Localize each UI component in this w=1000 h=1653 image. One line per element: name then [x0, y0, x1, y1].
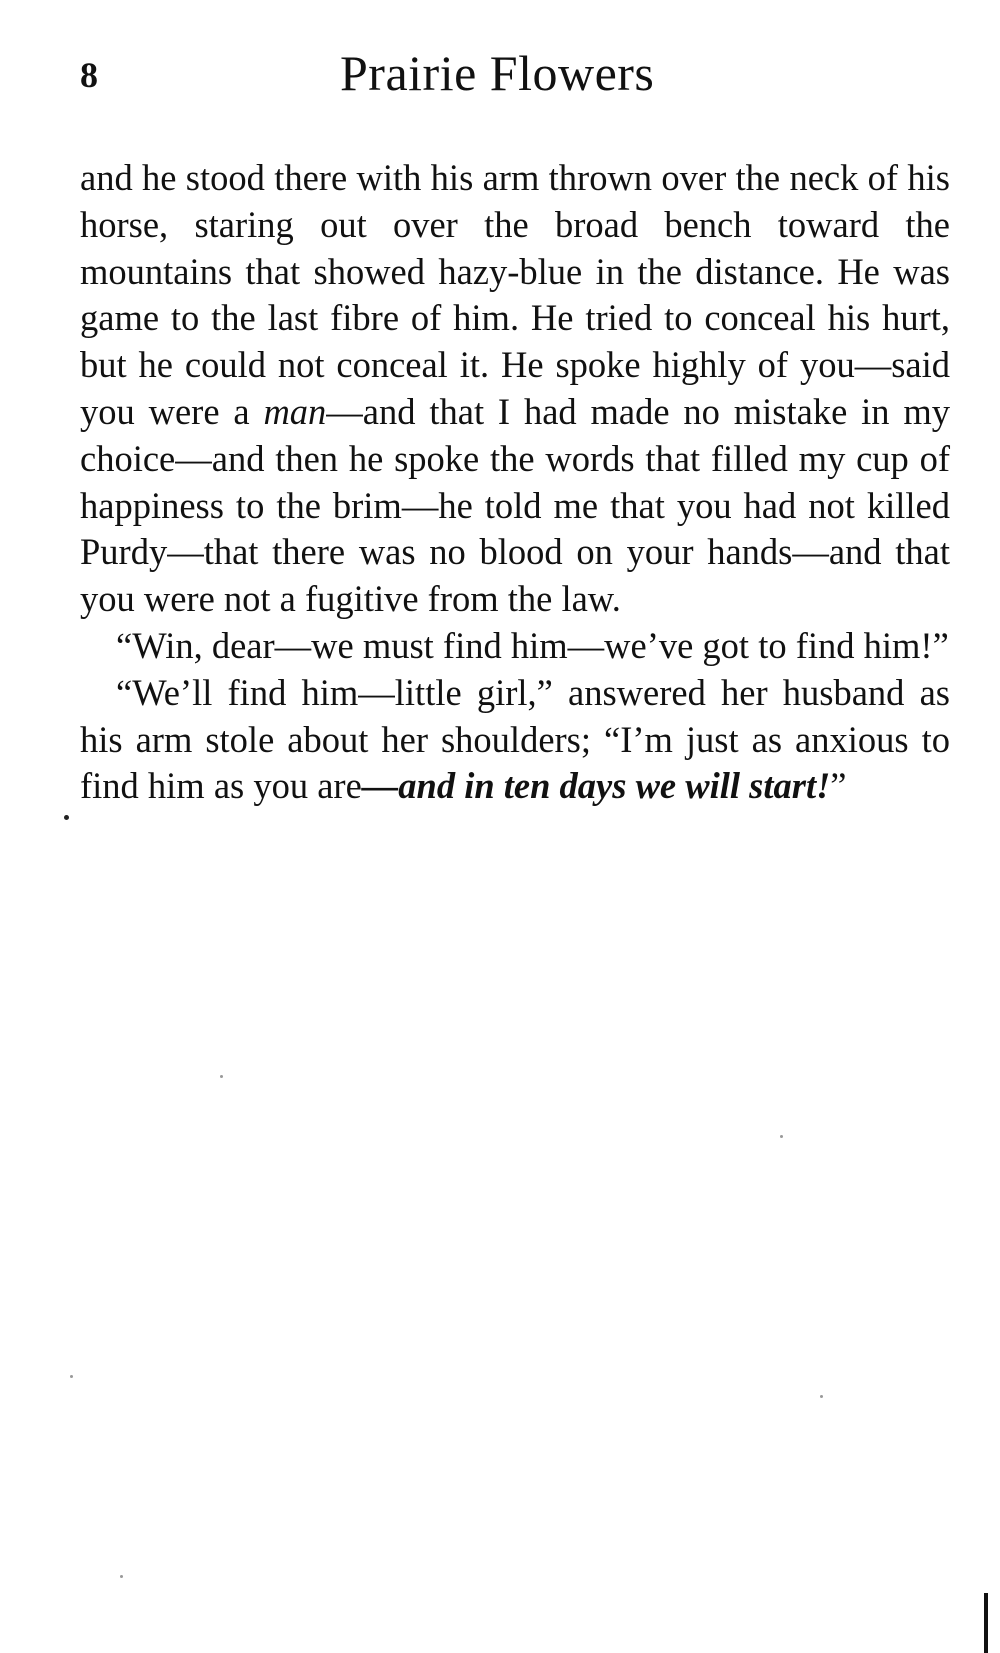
- paragraph-1: [80, 155, 950, 623]
- running-title: Prairie Flowers: [340, 45, 655, 101]
- print-speck: [64, 815, 69, 820]
- paragraph-2: “Win, dear—we must find him—we’ve got to find him!”: [116, 624, 949, 666]
- print-speck: [820, 1395, 823, 1398]
- page-number: 8: [80, 55, 98, 95]
- page-header: [0, 44, 1000, 114]
- body-text: [80, 155, 950, 810]
- binding-edge-mark: [984, 1593, 988, 1653]
- paragraph-3-text: “We’ll find him—little girl,” answered her husband as his arm stole about her shoulders; “I’m just as anxious to find him as you are: [80, 671, 950, 807]
- print-speck: [780, 1135, 783, 1138]
- paragraph-1-text-cont: —and that I had made no mistake in my choice—and then he spoke the words that filled my cup of happiness to the brim—he told me that you had not killed Purdy—that there was no blood on your hands—and that you were not a fugitive from the law.: [80, 390, 951, 620]
- paragraph-3: [80, 670, 950, 810]
- italic-man: man: [263, 390, 327, 432]
- paragraph-1-text: and he stood there with his arm thrown over the neck of his horse, staring out over the broad bench toward the mountains that showed hazy-blue in the distance. He was game to the last fibre of him. He tried to conceal his hurt, but he could not conceal it. He spoke highly of you—said you were a: [80, 157, 950, 432]
- print-speck: [120, 1575, 123, 1578]
- paragraph-3-closing: ”: [830, 765, 847, 807]
- print-speck: [70, 1375, 73, 1378]
- paragraph-3-emphasis: —and in ten days we will start!: [361, 765, 831, 807]
- print-speck: [220, 1075, 223, 1078]
